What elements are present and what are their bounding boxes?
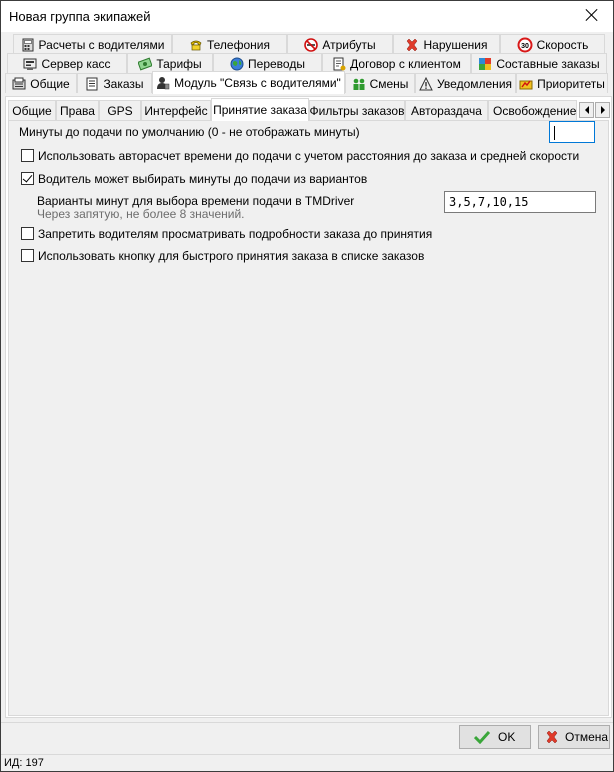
tab-label: Интерфейс — [144, 103, 208, 118]
forbid-details-label: Запретить водителям просматривать подробности заказа до принятия — [38, 227, 433, 241]
tab-label: Скорость — [536, 37, 589, 52]
tab-label: Атрибуты — [322, 37, 376, 52]
red-x-icon — [405, 38, 419, 52]
tab-label: Приоритеты — [537, 76, 605, 91]
ok-button[interactable] — [459, 725, 531, 749]
tab-label: Смены — [369, 76, 409, 91]
tab-label: Тарифы — [156, 56, 202, 71]
tab-notifications[interactable] — [415, 73, 516, 93]
inner-tab-gps[interactable] — [99, 100, 141, 120]
contract-icon — [332, 57, 346, 71]
tab-transfers[interactable] — [213, 53, 322, 73]
tab-label: Нарушения — [423, 37, 488, 52]
quick-accept-label: Использовать кнопку для быстрого принятия заказа в списке заказов — [38, 249, 425, 263]
tab-scroll-right-button[interactable] — [595, 102, 610, 118]
tab-cash-server[interactable] — [7, 53, 127, 73]
cancel-button[interactable] — [538, 725, 610, 749]
tab-label: Расчеты с водителями — [38, 37, 165, 52]
window-title: Новая группа экипажей — [9, 9, 151, 24]
default-minutes-input[interactable] — [549, 121, 595, 143]
tab-priorities[interactable] — [516, 73, 608, 93]
cash-server-icon — [23, 57, 37, 71]
tab-tariffs[interactable] — [127, 53, 213, 73]
chevron-right-icon — [601, 106, 605, 114]
tab-label: Модуль "Связь с водителями" — [174, 76, 341, 90]
variants-label: Варианты минут для выбора времени подачи в TMDriver — [37, 194, 355, 208]
title-bar — [1, 1, 613, 32]
variants-input[interactable]: 3,5,7,10,15 — [444, 191, 596, 213]
tab-label: Принятие заказа — [213, 103, 307, 117]
tab-label: Права — [60, 103, 95, 118]
chevron-left-icon — [585, 106, 589, 114]
driver-module-panel — [5, 96, 612, 718]
tab-label: Переводы — [248, 56, 305, 71]
priority-icon — [519, 77, 533, 91]
choose-minutes-checkbox[interactable] — [21, 172, 34, 185]
tab-general[interactable] — [5, 73, 77, 93]
tab-scroll-left-button[interactable] — [579, 102, 594, 118]
autocalc-label: Использовать авторасчет времени до подачи с учетом расстояния до заказа и средней скорости — [38, 149, 580, 163]
ok-label: OK — [498, 730, 516, 744]
tab-label: Фильтры заказов — [309, 103, 405, 118]
inner-tab-general[interactable] — [8, 100, 56, 120]
tab-label: Заказы — [103, 76, 144, 91]
tab-label: GPS — [107, 103, 133, 118]
calculator-icon — [21, 38, 35, 52]
driver-icon — [156, 76, 170, 90]
inner-tab-interface[interactable] — [141, 100, 211, 120]
puzzle-icon — [478, 57, 492, 71]
general-icon — [12, 77, 26, 91]
svg-text:30: 30 — [520, 42, 529, 50]
tab-driver-module[interactable] — [152, 71, 345, 94]
default-minutes-label: Минуты до подачи по умолчанию (0 - не отображать минуты) — [19, 125, 360, 139]
tab-label: Уведомления — [436, 76, 513, 91]
tab-client-contract[interactable] — [322, 53, 471, 73]
forbid-details-checkbox[interactable] — [21, 227, 34, 240]
tab-label: Договор с клиентом — [350, 56, 461, 71]
order-acceptance-panel — [8, 120, 609, 716]
tab-label: Составные заказы — [496, 56, 600, 71]
choose-minutes-label: Водитель может выбирать минуты до подачи из вариантов — [38, 172, 368, 186]
variants-hint: Через запятую, не более 8 значений. — [37, 207, 245, 221]
no-smoking-icon — [304, 38, 318, 52]
tab-label: Общие — [12, 103, 52, 118]
tab-shifts[interactable] — [345, 73, 415, 93]
inner-tab-order-filters[interactable] — [309, 100, 405, 120]
tab-violations[interactable] — [393, 34, 500, 54]
autocalc-checkbox[interactable] — [21, 149, 34, 162]
button-area-separator — [1, 722, 613, 723]
tab-orders[interactable] — [77, 73, 152, 93]
tab-composite-orders[interactable] — [471, 53, 607, 73]
tab-speed[interactable] — [500, 34, 605, 54]
inner-tab-rights[interactable] — [56, 100, 99, 120]
speed-30-icon — [517, 37, 533, 53]
tab-telephony[interactable] — [172, 34, 287, 54]
tab-label: Сервер касс — [41, 56, 111, 71]
inner-tab-order-acceptance[interactable] — [211, 98, 309, 121]
money-icon — [138, 57, 152, 71]
inner-tab-auto-distribution[interactable] — [405, 100, 488, 120]
phone-icon — [189, 38, 203, 52]
status-bar — [1, 754, 613, 771]
record-id: ИД: 197 — [4, 757, 44, 769]
tab-driver-settlements[interactable] — [13, 34, 172, 54]
checkmark-icon — [474, 730, 490, 744]
orders-icon — [85, 77, 99, 91]
tab-label: Телефония — [207, 37, 270, 52]
tab-label: Автораздача — [411, 103, 482, 118]
tab-attributes[interactable] — [287, 34, 393, 54]
quick-accept-checkbox[interactable] — [21, 249, 34, 262]
globe-icon — [230, 57, 244, 71]
inner-tab-release[interactable] — [488, 100, 577, 120]
warning-icon — [419, 77, 433, 91]
people-icon — [352, 77, 366, 91]
text-caret — [554, 126, 555, 140]
close-icon[interactable] — [585, 8, 599, 22]
dialog-client — [1, 32, 613, 771]
tab-label: Общие — [30, 76, 70, 91]
cancel-label: Отмена — [565, 730, 609, 744]
tab-label: Освобождение — [493, 103, 577, 118]
red-x-icon — [545, 730, 559, 744]
